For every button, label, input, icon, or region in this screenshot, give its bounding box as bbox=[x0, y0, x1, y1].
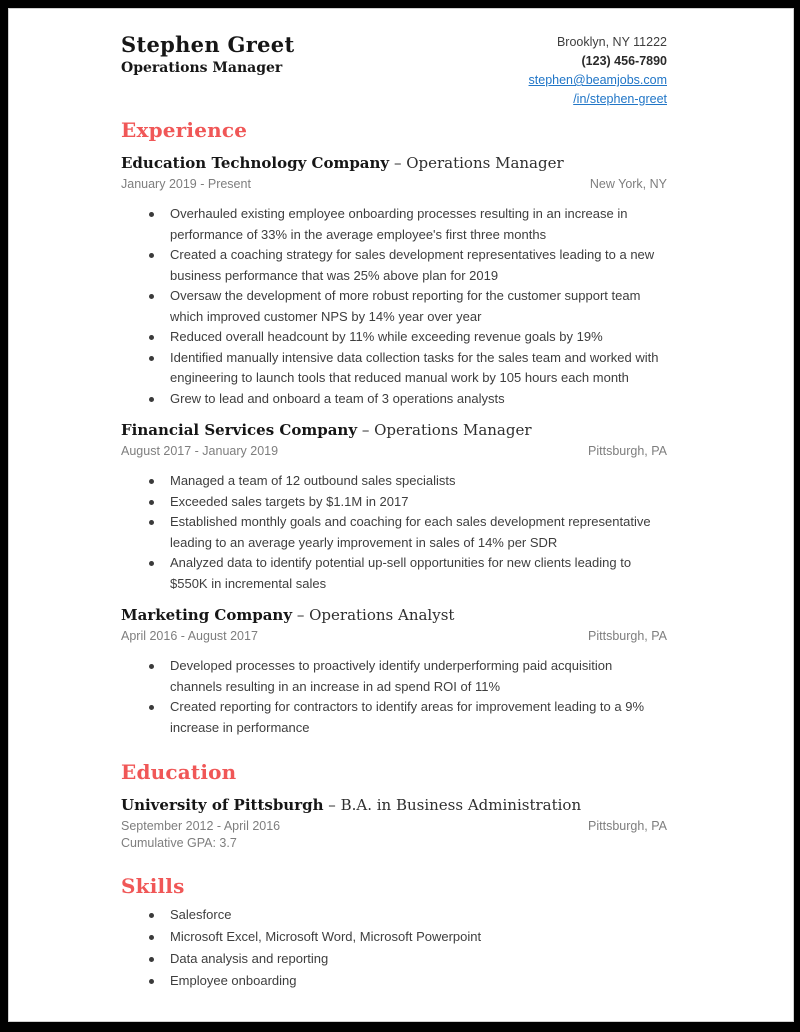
bullet-item: Analyzed data to identify potential up-sell opportunities for new clients leading to $550K in incremental sales bbox=[121, 553, 667, 594]
job-dates: January 2019 - Present bbox=[121, 177, 251, 191]
role-name: Operations Analyst bbox=[309, 606, 455, 624]
contact-linkedin-link[interactable]: /in/stephen-greet bbox=[573, 92, 667, 106]
bullet-item: Managed a team of 12 outbound sales specialists bbox=[121, 471, 667, 492]
education-gpa: Cumulative GPA: 3.7 bbox=[121, 836, 237, 850]
bullet-item: Reduced overall headcount by 11% while exceeding revenue goals by 19% bbox=[121, 327, 667, 348]
bullet-item: Exceeded sales targets by $1.1M in 2017 bbox=[121, 492, 667, 513]
skill-item: Microsoft Excel, Microsoft Word, Microsoft Powerpoint bbox=[121, 926, 667, 948]
job-location: Pittsburgh, PA bbox=[588, 444, 667, 458]
company-name: Financial Services Company bbox=[121, 421, 358, 439]
job-dates: August 2017 - January 2019 bbox=[121, 444, 279, 458]
contact-phone: (123) 456-7890 bbox=[581, 54, 667, 68]
section-heading-skills: Skills bbox=[121, 874, 185, 898]
bullet-item: Oversaw the development of more robust reporting for the customer support team which improved customer NPS by 14% year over year bbox=[121, 286, 667, 327]
company-name: Education Technology Company bbox=[121, 154, 390, 172]
skill-item: Salesforce bbox=[121, 904, 667, 926]
bullet-item: Created a coaching strategy for sales development representatives leading to a new business performance that was 25% above plan for 2019 bbox=[121, 245, 667, 286]
job-meta bbox=[121, 628, 667, 645]
job-location: New York, NY bbox=[589, 177, 667, 191]
header bbox=[121, 33, 667, 109]
job-entry-2 bbox=[121, 421, 667, 594]
degree-name: B.A. in Business Administration bbox=[340, 796, 582, 814]
education-meta bbox=[121, 818, 667, 835]
job-title-line bbox=[121, 421, 667, 440]
education-location: Pittsburgh, PA bbox=[588, 819, 667, 833]
job-dates: April 2016 - August 2017 bbox=[121, 629, 258, 643]
job-bullet-list bbox=[121, 471, 667, 594]
role-name: Operations Manager bbox=[406, 154, 564, 172]
contact-block bbox=[529, 33, 667, 109]
identity-block bbox=[121, 33, 294, 77]
bullet-item: Developed processes to proactively identify underperforming paid acquisition channels resulting in an increase in ad spend ROI of 11% bbox=[121, 656, 667, 697]
resume-page bbox=[8, 8, 794, 1022]
job-entry-1 bbox=[121, 154, 667, 409]
candidate-title: Operations Manager bbox=[121, 60, 283, 77]
resume-content bbox=[9, 9, 793, 992]
title-separator: – bbox=[361, 421, 370, 439]
school-name: University of Pittsburgh bbox=[121, 796, 324, 814]
contact-location: Brooklyn, NY 11222 bbox=[556, 35, 667, 49]
skills-list bbox=[121, 904, 667, 992]
skill-item: Data analysis and reporting bbox=[121, 948, 667, 970]
contact-email-link[interactable]: stephen@beamjobs.com bbox=[528, 73, 667, 87]
role-name: Operations Manager bbox=[374, 421, 532, 439]
education-title-line bbox=[121, 796, 667, 815]
bullet-item: Identified manually intensive data collection tasks for the sales team and worked with engineering to launch tools that reduced manual work by 105 hours each month bbox=[121, 348, 667, 389]
section-heading-education: Education bbox=[121, 760, 237, 784]
job-bullet-list bbox=[121, 204, 667, 409]
job-bullet-list bbox=[121, 656, 667, 738]
title-separator: – bbox=[296, 606, 305, 624]
skill-item: Employee onboarding bbox=[121, 970, 667, 992]
bullet-item: Grew to lead and onboard a team of 3 operations analysts bbox=[121, 389, 667, 410]
job-meta bbox=[121, 176, 667, 193]
title-separator: – bbox=[328, 796, 336, 814]
job-location: Pittsburgh, PA bbox=[588, 629, 667, 643]
job-meta bbox=[121, 443, 667, 460]
section-heading-experience: Experience bbox=[121, 118, 248, 142]
candidate-name: Stephen Greet bbox=[121, 32, 295, 57]
job-title-line bbox=[121, 154, 667, 173]
company-name: Marketing Company bbox=[121, 606, 293, 624]
education-entry bbox=[121, 796, 667, 852]
job-entry-3 bbox=[121, 606, 667, 738]
job-title-line bbox=[121, 606, 667, 625]
bullet-item: Created reporting for contractors to identify areas for improvement leading to a 9% increase in performance bbox=[121, 697, 667, 738]
bullet-item: Established monthly goals and coaching for each sales development representative leading to an average yearly improvement in sales of 14% per SDR bbox=[121, 512, 667, 553]
education-dates: September 2012 - April 2016 bbox=[121, 819, 281, 833]
title-separator: – bbox=[393, 154, 402, 172]
bullet-item: Overhauled existing employee onboarding processes resulting in an increase in performance of 33% in the average employee's first three months bbox=[121, 204, 667, 245]
